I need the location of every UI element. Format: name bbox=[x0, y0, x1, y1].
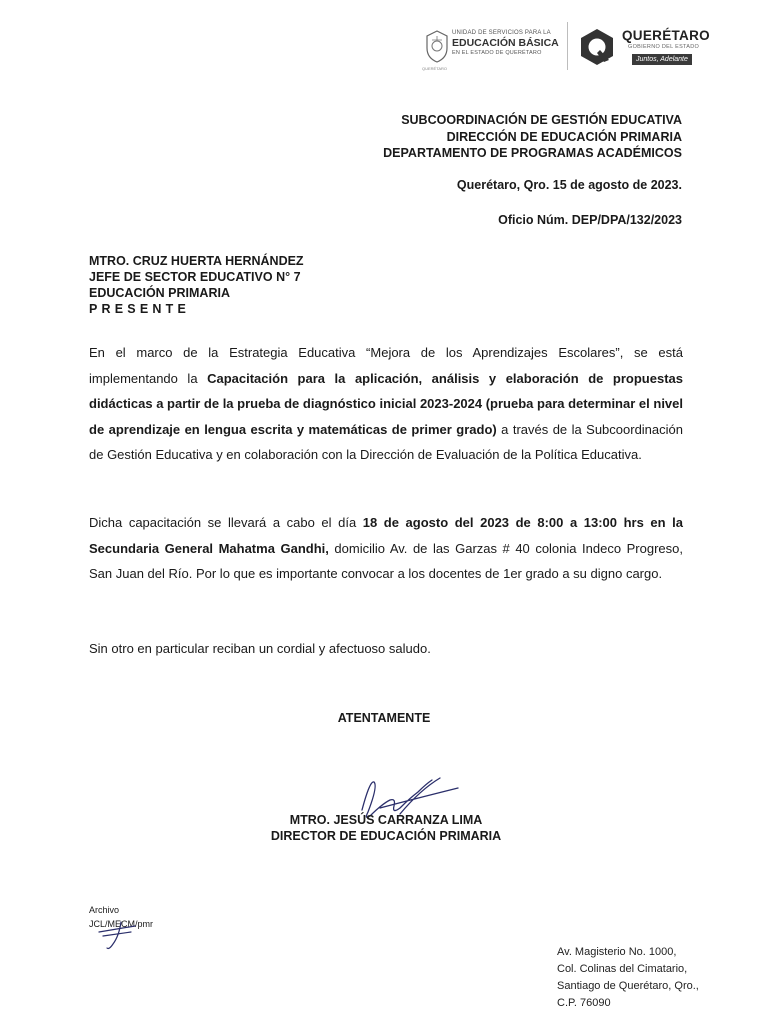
archivo-label: Archivo bbox=[89, 905, 120, 915]
archivo-initials: JCL/MECM/pmr bbox=[89, 919, 154, 929]
address-block bbox=[557, 944, 699, 1012]
queretaro-tagline: Juntos, Adelante bbox=[632, 54, 692, 65]
dept-line-2: DIRECCIÓN DE EDUCACIÓN PRIMARIA bbox=[446, 129, 682, 144]
recipient-position: JEFE DE SECTOR EDUCATIVO N° 7 bbox=[89, 270, 301, 284]
queretaro-subtitle: GOBIERNO DEL ESTADO bbox=[628, 44, 700, 50]
recipient-presente: PRESENTE bbox=[89, 302, 190, 316]
usebeq-tiny-caption: QUERÉTARO bbox=[422, 66, 448, 71]
signer-block bbox=[0, 812, 768, 844]
usebeq-line-3: EN EL ESTADO DE QUERÉTARO bbox=[452, 50, 542, 56]
dept-line-1: SUBCOORDINACIÓN DE GESTIÓN EDUCATIVA bbox=[401, 113, 682, 127]
oficio-number: Oficio Núm. DEP/DPA/132/2023 bbox=[498, 213, 682, 227]
queretaro-name: QUERÉTARO bbox=[622, 28, 710, 43]
address-line-1: Av. Magisterio No. 1000, bbox=[557, 946, 677, 958]
queretaro-logo bbox=[574, 24, 714, 72]
signer-name: MTRO. JESÚS CARRANZA LIMA bbox=[289, 813, 483, 827]
p1-text-a: En el marco de la Estrategia Educativa “Mejora de los Aprendizajes Escolares”, se está implementando la bbox=[89, 345, 683, 386]
queretaro-q-icon bbox=[576, 26, 618, 68]
body-paragraph-3: Sin otro en particular reciban un cordial y afectuoso saludo. bbox=[89, 641, 431, 656]
document-date: Querétaro, Qro. 15 de agosto de 2023. bbox=[456, 178, 682, 192]
usebeq-line-2: EDUCACIÓN BÁSICA bbox=[452, 37, 559, 49]
p1-text-c: a través de la Subcoordinación de Gestión Educativa y en colaboración con la Dirección de Evaluación de la Política Educativa. bbox=[89, 421, 683, 462]
address-line-2: Col. Colinas del Cimatario, bbox=[557, 963, 688, 975]
p1-text-bold: Capacitación para la aplicación, análisis y elaboración de propuestas didácticas a partir de la prueba de diagnóstico inicial 2023-2024 (prueba para determinar el nivel de aprendizaje en lengua escrita y matemáticas de primer grado) bbox=[89, 370, 683, 437]
p2-text-a: Dicha capacitación se llevará a cabo el día bbox=[89, 515, 363, 530]
signer-title: DIRECTOR DE EDUCACIÓN PRIMARIA bbox=[270, 829, 502, 843]
department-block bbox=[383, 112, 682, 162]
address-line-4: C.P. 76090 bbox=[557, 997, 611, 1009]
p2-text-bold: 18 de agosto del 2023 de 8:00 a 13:00 hrs en la Secundaria General Mahatma Gandhi, bbox=[89, 515, 683, 556]
recipient-name: MTRO. CRUZ HUERTA HERNÁNDEZ bbox=[89, 254, 304, 268]
body-paragraph-2 bbox=[89, 510, 683, 587]
usebeq-line-1: UNIDAD DE SERVICIOS PARA LA bbox=[452, 30, 551, 36]
recipient-area: EDUCACIÓN PRIMARIA bbox=[89, 286, 230, 300]
logo-divider bbox=[567, 22, 568, 70]
state-seal-icon bbox=[422, 28, 452, 64]
p2-text-c: domicilio Av. de las Garzas # 40 colonia Indeco Progreso, San Juan del Río. Por lo que es importante convocar a los docentes de 1er grado a su digno cargo. bbox=[89, 540, 683, 581]
closing-atentamente: ATENTAMENTE bbox=[337, 711, 431, 725]
address-line-3: Santiago de Querétaro, Qro., bbox=[557, 980, 699, 992]
body-paragraph-1 bbox=[89, 340, 683, 468]
initials-pen-mark bbox=[95, 918, 140, 952]
recipient-block bbox=[89, 253, 304, 317]
usebeq-logo bbox=[422, 26, 562, 71]
dept-line-3: DEPARTAMENTO DE PROGRAMAS ACADÉMICOS bbox=[383, 146, 682, 160]
